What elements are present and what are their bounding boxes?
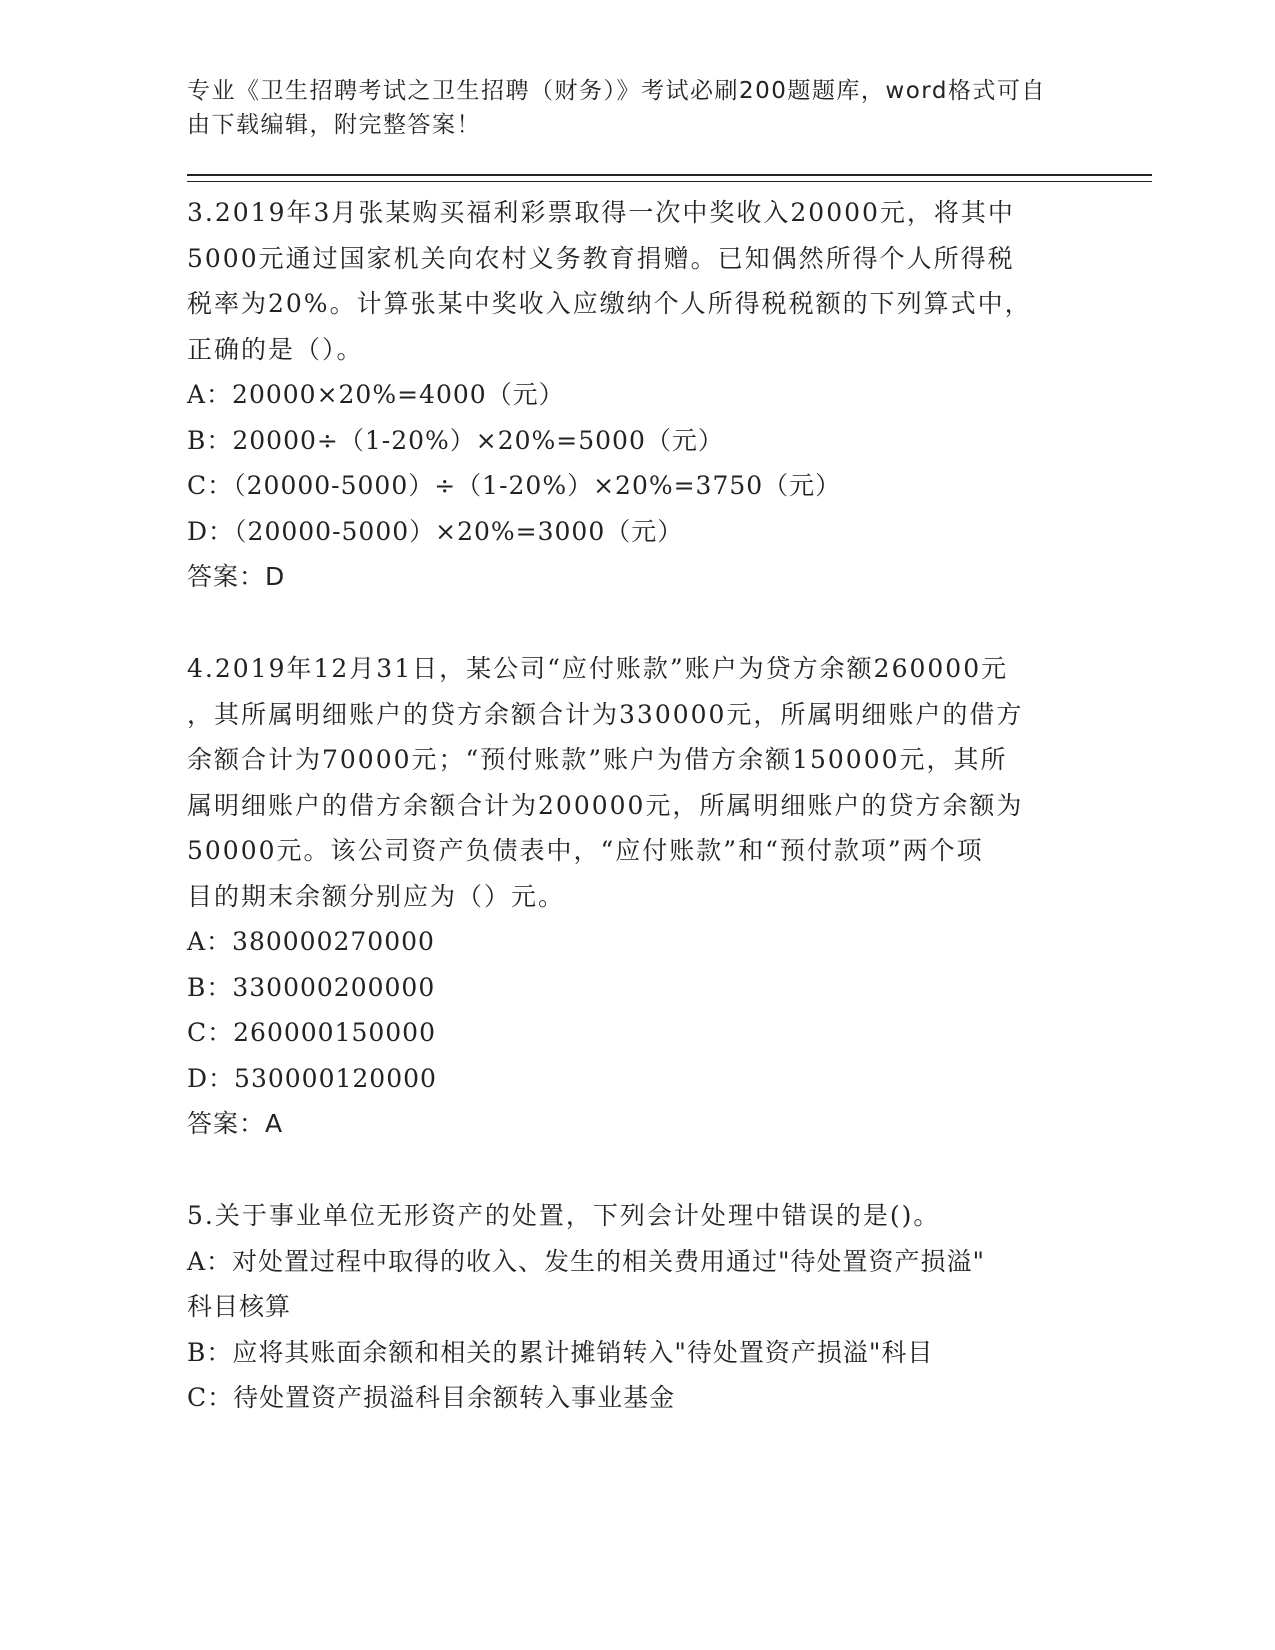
option-c: C：（20000-5000）÷（1-20%）×20%=3750（元） (187, 471, 842, 500)
answer-line: 答案：D (187, 562, 286, 591)
question-3 (187, 190, 1087, 600)
question-list (187, 190, 1087, 1421)
option-d: D：530000120000 (187, 1063, 437, 1093)
option-c: C：待处置资产损溢科目余额转入事业基金 (187, 1383, 676, 1412)
question-stem (187, 190, 1087, 372)
header-line-2: 由下载编辑，附完整答案！ (187, 112, 481, 138)
stem-line: 4.2019年12月31日，某公司“应付账款”账户为贷方余额260000元 (187, 654, 1009, 683)
option-c: C：260000150000 (187, 1018, 436, 1047)
stem-line: 目的期末余额分别应为（）元。 (187, 881, 566, 911)
question-stem (187, 646, 1087, 919)
option-b: B：应将其账面余额和相关的累计摊销转入"待处置资产损溢"科目 (187, 1337, 934, 1367)
stem-line: 5.关于事业单位无形资产的处置，下列会计处理中错误的是()。 (187, 1201, 941, 1230)
stem-line: 税率为20%。计算张某中奖收入应缴纳个人所得税税额的下列算式中， (187, 289, 1032, 318)
stem-line: 属明细账户的借方余额合计为200000元，所属明细账户的贷方余额为 (187, 790, 1024, 820)
header-rule-thick (187, 174, 1152, 176)
stem-line: 正确的是（）。 (187, 334, 364, 364)
option-a: A：20000×20%=4000（元） (187, 380, 565, 409)
question-4 (187, 646, 1087, 1147)
option-a: A：380000270000 (187, 927, 435, 956)
answer-line: 答案：A (187, 1109, 284, 1138)
stem-line: 50000元。该公司资产负债表中，“应付账款”和“预付款项”两个项 (187, 836, 984, 865)
option-d: D：（20000-5000）×20%=3000（元） (187, 516, 684, 546)
stem-line: 余额合计为70000元；“预付账款”账户为借方余额150000元，其所 (187, 745, 1008, 774)
document-header (187, 74, 1067, 142)
header-rule-thin (187, 181, 1152, 182)
option-b: B：330000200000 (187, 972, 436, 1002)
stem-line: 5000元通过国家机关向农村义务教育捐赠。已知偶然所得个人所得税 (187, 243, 1015, 273)
stem-line: ，其所属明细账户的贷方余额合计为330000元，所属明细账户的借方 (187, 699, 1024, 729)
question-5 (187, 1193, 1087, 1421)
option-a: A：对处置过程中取得的收入、发生的相关费用通过"待处置资产损溢" (187, 1246, 986, 1276)
option-a-continued: 科目核算 (187, 1292, 292, 1321)
stem-line: 3.2019年3月张某购买福利彩票取得一次中奖收入20000元，将其中 (187, 198, 1015, 227)
option-b: B：20000÷（1-20%）×20%=5000（元） (187, 425, 724, 455)
header-line-1: 专业《卫生招聘考试之卫生招聘（财务）》考试必刷200题题库，word格式可自 (187, 78, 1046, 104)
question-stem (187, 1193, 1087, 1239)
